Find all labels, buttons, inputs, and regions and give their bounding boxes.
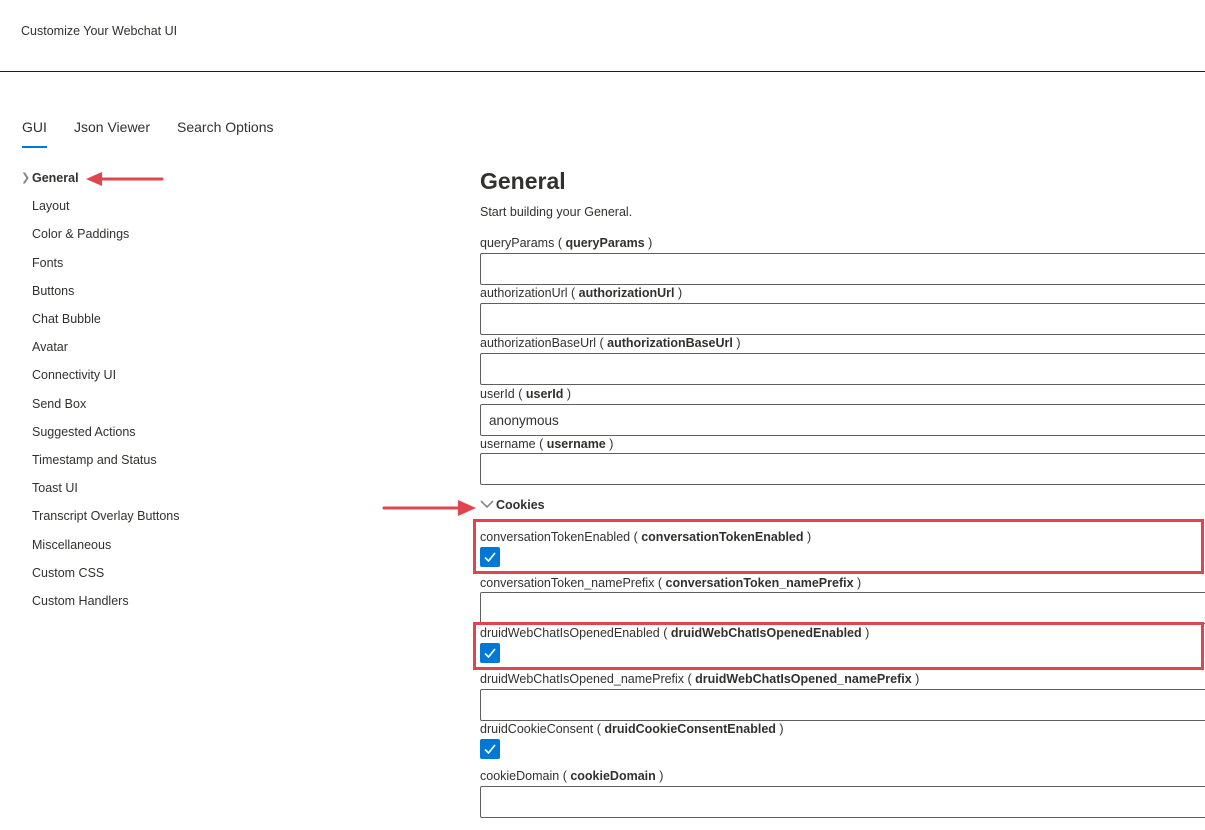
field-label-username: username ( username ) — [480, 437, 614, 451]
druid-cookie-consent-checkbox[interactable] — [480, 739, 500, 759]
checkmark-icon — [483, 742, 497, 756]
field-label-conversation-token-enabled: conversationTokenEnabled ( conversationTokenEnabled ) — [480, 530, 812, 544]
tab-json-viewer[interactable]: Json Viewer — [74, 119, 151, 135]
sidebar-item-suggested-actions[interactable]: Suggested Actions — [32, 425, 136, 439]
user-id-input[interactable] — [480, 404, 1205, 436]
sidebar-item-avatar[interactable]: Avatar — [32, 340, 68, 354]
sidebar-item-fonts[interactable]: Fonts — [32, 256, 64, 270]
sidebar-item-toast-ui[interactable]: Toast UI — [32, 481, 78, 495]
sidebar-item-connectivity-ui[interactable]: Connectivity UI — [32, 368, 117, 382]
field-label-cookie-domain: cookieDomain ( cookieDomain ) — [480, 769, 664, 783]
cookie-domain-input[interactable] — [480, 786, 1205, 818]
authorization-base-url-input[interactable] — [480, 353, 1205, 385]
sidebar-item-buttons[interactable]: Buttons — [32, 284, 75, 298]
sidebar-item-transcript-overlay-buttons[interactable]: Transcript Overlay Buttons — [32, 509, 180, 523]
sidebar-item-general[interactable]: General — [32, 171, 79, 185]
field-label-authorization-base-url: authorizationBaseUrl ( authorizationBaseUrl ) — [480, 336, 741, 350]
tab-gui[interactable]: GUI — [22, 119, 47, 135]
chevron-right-icon: ❯ — [21, 172, 31, 184]
field-label-druid-cookie-consent: druidCookieConsent ( druidCookieConsentEnabled ) — [480, 722, 784, 736]
sidebar-item-send-box[interactable]: Send Box — [32, 397, 87, 411]
annotation-highlight-druid-webchat-opened — [473, 622, 1204, 670]
sidebar-item-miscellaneous[interactable]: Miscellaneous — [32, 538, 112, 552]
field-label-druid-webchat-is-opened-name-prefix: druidWebChatIsOpened_namePrefix ( druidWebChatIsOpened_namePrefix ) — [480, 672, 920, 686]
app-title: Customize Your Webchat UI — [21, 24, 178, 38]
annotation-highlight-conversation-token — [473, 519, 1204, 574]
main-panel — [480, 0, 1205, 830]
red-arrow-icon — [84, 170, 164, 188]
red-arrow-icon — [382, 498, 478, 518]
field-label-query-params: queryParams ( queryParams ) — [480, 236, 653, 250]
page-title: General — [480, 168, 566, 194]
field-label-authorization-url: authorizationUrl ( authorizationUrl ) — [480, 286, 683, 300]
page-subtitle: Start building your General. — [480, 205, 633, 219]
username-input[interactable] — [480, 453, 1205, 485]
sidebar-item-timestamp-status[interactable]: Timestamp and Status — [32, 453, 157, 467]
sidebar-item-layout[interactable]: Layout — [32, 199, 70, 213]
field-label-conversation-token-name-prefix: conversationToken_namePrefix ( conversationToken_namePrefix ) — [480, 576, 862, 590]
query-params-input[interactable] — [480, 253, 1205, 285]
chevron-down-icon — [480, 498, 496, 512]
field-label-user-id: userId ( userId ) — [480, 387, 572, 401]
druid-webchat-is-opened-name-prefix-input[interactable] — [480, 689, 1205, 721]
tab-search-options[interactable]: Search Options — [177, 119, 274, 135]
sidebar-item-custom-handlers[interactable]: Custom Handlers — [32, 594, 129, 608]
conversation-token-name-prefix-input[interactable] — [480, 592, 1205, 624]
sidebar-item-color-paddings[interactable]: Color & Paddings — [32, 227, 130, 241]
field-label-druid-webchat-is-opened-enabled: druidWebChatIsOpenedEnabled ( druidWebChatIsOpenedEnabled ) — [480, 626, 870, 640]
cookies-section-label: Cookies — [496, 498, 545, 512]
sidebar-item-chat-bubble[interactable]: Chat Bubble — [32, 312, 101, 326]
sidebar-item-custom-css[interactable]: Custom CSS — [32, 566, 105, 580]
cookies-section-toggle[interactable] — [480, 498, 545, 512]
authorization-url-input[interactable] — [480, 303, 1205, 335]
